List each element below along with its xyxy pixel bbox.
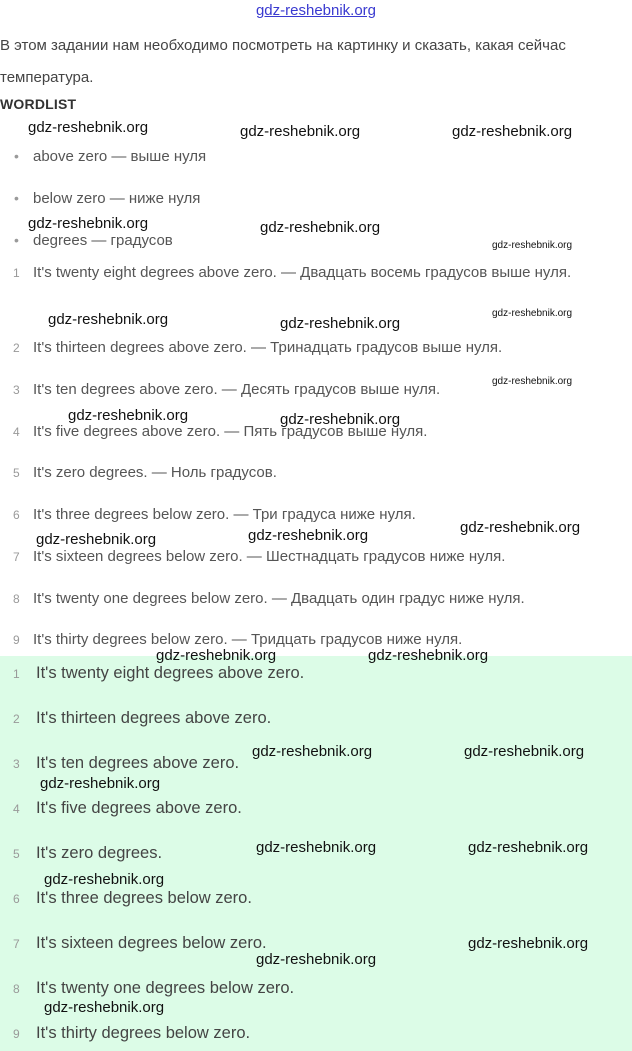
answer-text: It's zero degrees. — [36, 844, 163, 862]
translation-text: It's five degrees above zero. — Пять градусов выше нуля. — [33, 423, 428, 440]
translation-text: It's three degrees below zero. — Три градуса ниже нуля. — [33, 506, 416, 523]
answer-row — [0, 889, 632, 911]
translation-text: It's thirty degrees below zero. — Тридцать градусов ниже нуля. — [33, 631, 463, 648]
wordlist-title: WORDLIST — [0, 96, 77, 112]
row-number: 3 — [13, 383, 20, 397]
answer-text: It's three degrees below zero. — [36, 889, 252, 907]
wordlist-text: below zero — ниже нуля — [33, 190, 201, 207]
answer-text: It's thirteen degrees above zero. — [36, 709, 272, 727]
translation-row — [0, 623, 625, 657]
row-number: 2 — [13, 341, 20, 355]
task-intro: В этом задании нам необходимо посмотреть на картинку и сказать, какая сейчас температура. — [0, 37, 566, 86]
watermark: gdz-reshebnik.org — [492, 308, 573, 319]
bullet-icon: • — [14, 232, 19, 248]
watermark: gdz-reshebnik.org — [48, 311, 169, 328]
row-number: 1 — [13, 667, 20, 681]
watermark: gdz-reshebnik.org — [240, 123, 361, 140]
watermark: gdz-reshebnik.org — [252, 743, 373, 760]
row-number: 2 — [13, 712, 20, 726]
watermark: gdz-reshebnik.org — [368, 647, 489, 664]
answer-text: It's five degrees above zero. — [36, 799, 242, 817]
answer-text: It's ten degrees above zero. — [36, 754, 240, 772]
translation-text: It's thirteen degrees above zero. — Тринадцать градусов выше нуля. — [33, 339, 503, 356]
row-number: 7 — [13, 937, 20, 951]
watermark: gdz-reshebnik.org — [36, 531, 157, 548]
translation-row — [0, 256, 625, 290]
wordlist-text: degrees — градусов — [33, 232, 173, 249]
row-number: 6 — [13, 508, 20, 522]
translation-row — [0, 456, 625, 490]
watermark: gdz-reshebnik.org — [492, 376, 573, 387]
answer-text: It's sixteen degrees below zero. — [36, 934, 267, 952]
watermark: gdz-reshebnik.org — [68, 407, 189, 424]
watermark: gdz-reshebnik.org — [44, 999, 165, 1016]
watermark: gdz-reshebnik.org — [468, 935, 589, 952]
translation-row — [0, 582, 625, 616]
watermark: gdz-reshebnik.org — [260, 219, 381, 236]
row-number: 3 — [13, 757, 20, 771]
watermark: gdz-reshebnik.org — [492, 240, 573, 251]
watermark: gdz-reshebnik.org — [248, 527, 369, 544]
watermark: gdz-reshebnik.org — [452, 123, 573, 140]
answer-row — [0, 1024, 632, 1046]
watermark: gdz-reshebnik.org — [28, 215, 149, 232]
translation-text: It's twenty one degrees below zero. — Двадцать один градус ниже нуля. — [33, 590, 525, 607]
row-number: 4 — [13, 425, 20, 439]
translation-text: It's ten degrees above zero. — Десять градусов выше нуля. — [33, 381, 441, 398]
row-number: 9 — [13, 1027, 20, 1041]
row-number: 7 — [13, 550, 20, 564]
translation-text: It's twenty eight degrees above zero. — Двадцать восемь градусов выше нуля. — [33, 264, 572, 281]
translation-text: It's zero degrees. — Ноль градусов. — [33, 464, 277, 481]
row-number: 6 — [13, 892, 20, 906]
watermark: gdz-reshebnik.org — [468, 839, 589, 856]
translation-row — [0, 331, 625, 365]
row-number: 8 — [13, 982, 20, 996]
watermark: gdz-reshebnik.org — [460, 519, 581, 536]
answer-row — [0, 709, 632, 731]
row-number: 1 — [13, 266, 20, 280]
watermark: gdz-reshebnik.org — [44, 871, 165, 888]
watermark: gdz-reshebnik.org — [156, 647, 277, 664]
site-link[interactable]: gdz-reshebnik.org — [255, 2, 377, 19]
answer-row — [0, 664, 632, 686]
row-number: 9 — [13, 633, 20, 647]
row-number: 4 — [13, 802, 20, 816]
wordlist-text: above zero — выше нуля — [33, 148, 207, 165]
row-number: 5 — [13, 847, 20, 861]
bullet-icon: • — [14, 148, 19, 164]
row-number: 5 — [13, 466, 20, 480]
translation-text: It's sixteen degrees below zero. — Шестнадцать градусов ниже нуля. — [33, 548, 506, 565]
answer-text: It's twenty one degrees below zero. — [36, 979, 295, 997]
row-number: 8 — [13, 592, 20, 606]
watermark: gdz-reshebnik.org — [280, 315, 401, 332]
watermark: gdz-reshebnik.org — [40, 775, 161, 792]
answer-text: It's twenty eight degrees above zero. — [36, 664, 305, 682]
answer-row — [0, 799, 632, 821]
bullet-icon: • — [14, 190, 19, 206]
watermark: gdz-reshebnik.org — [464, 743, 585, 760]
answer-row — [0, 979, 632, 1001]
answer-text: It's thirty degrees below zero. — [36, 1024, 251, 1042]
watermark: gdz-reshebnik.org — [256, 839, 377, 856]
watermark: gdz-reshebnik.org — [256, 951, 377, 968]
watermark: gdz-reshebnik.org — [280, 411, 401, 428]
watermark: gdz-reshebnik.org — [28, 119, 149, 136]
